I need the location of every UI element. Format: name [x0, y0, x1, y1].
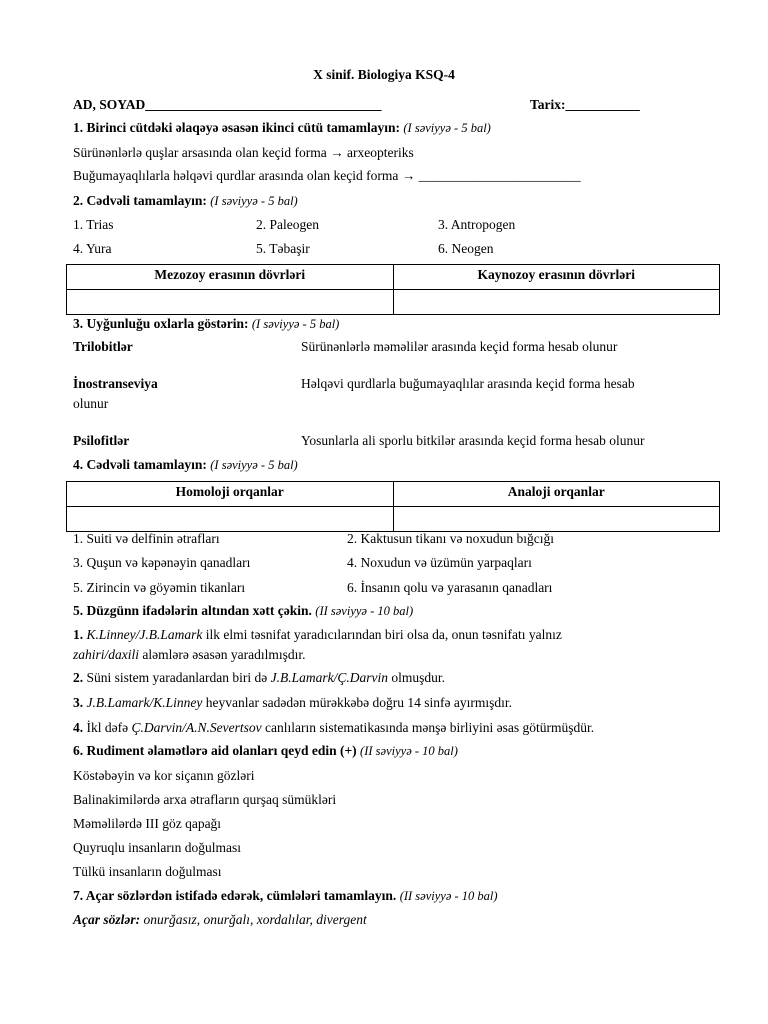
q5-s3-choice[interactable]: J.B.Lamark/K.Linney	[86, 695, 203, 710]
q2-item: 6. Neogen	[438, 241, 494, 256]
q4-table-answer-cell[interactable]	[67, 507, 394, 532]
q2-table-header-kaynozoy: Kaynozoy erasının dövrləri	[393, 265, 720, 290]
q2-level: (I səviyyə - 5 bal)	[210, 194, 298, 208]
q5-statement-4	[73, 720, 594, 736]
q2-table-header-mezozoy: Mezozoy erasının dövrləri	[67, 265, 394, 290]
q6-option[interactable]: Məməlilərdə III göz qapağı	[73, 816, 222, 831]
worksheet-title: X sinif. Biologiya KSQ-4	[313, 67, 455, 82]
q3-level: (I səviyyə - 5 bal)	[251, 317, 340, 331]
q6-option[interactable]: Köstəbəyin və kor siçanın gözləri	[73, 768, 255, 783]
q4-title: 4. Cədvəli tamamlayın:	[73, 457, 207, 472]
q5-s4-text: canlıların sistematikasında mənşə birliyini əsas götürmüşdür.	[264, 720, 595, 735]
q5-s3-text: heyvanlar sadədən mürəkkəbə doğru 14 sinfə ayırmışdır.	[205, 695, 513, 710]
q5-s3-number: 3.	[73, 695, 84, 710]
q5-s1-choice[interactable]: K.Linney/J.B.Lamark	[86, 627, 203, 642]
q5-title: 5. Düzgünn ifadələrin altından xətt çəkin.	[73, 603, 312, 618]
q6-option[interactable]: Balinakimilərdə arxa ətrafların qurşaq sümükləri	[73, 792, 337, 807]
q3-right-item-continued: olunur	[73, 396, 109, 411]
q5-s2-choice[interactable]: J.B.Lamark/Ç.Darvin	[270, 670, 388, 685]
q5-heading	[73, 603, 413, 619]
q1-level: (I səviyyə - 5 bal)	[403, 121, 491, 135]
q1-line2-left: Buğumayaqlılarla həlqəvi qurdlar arasında olan keçid forma	[73, 168, 399, 183]
q4-item: 3. Quşun və kəpənəyin qanadları	[73, 555, 251, 570]
date-field[interactable]: Tarix:___________	[530, 97, 640, 112]
q5-s2-text-b: olmuşdur.	[391, 670, 445, 685]
q7-keywords-list: onurğasız, onurğalı, xordalılar, divergent	[143, 912, 367, 927]
q1-title: 1. Birinci cütdəki əlaqəyə əsasən ikinci cütü tamamlayın:	[73, 120, 400, 135]
q4-table-answer-cell[interactable]	[393, 507, 720, 532]
q4-item: 1. Suiti və delfinin ətrafları	[73, 531, 220, 546]
q6-title: 6. Rudiment əlamətlərə aid olanları qeyd edin (+)	[73, 743, 357, 758]
q4-level: (I səviyyə - 5 bal)	[210, 458, 298, 472]
q3-right-item[interactable]: Yosunlarla ali sporlu bitkilər arasında keçid forma hesab olunur	[301, 433, 645, 448]
q5-s1b-text: aləmlərə əsasən yaradılmışdır.	[142, 647, 306, 662]
q7-keywords-label: Açar sözlər:	[73, 912, 141, 927]
q5-s4-number: 4.	[73, 720, 84, 735]
q7-keywords	[73, 912, 367, 928]
q5-s2-number: 2.	[73, 670, 84, 685]
q5-s4-text-a: İkl dəfə	[86, 720, 129, 735]
q3-right-item[interactable]: Həlqəvi qurdlarla buğumayaqlılar arasında keçid forma hesab	[301, 376, 635, 391]
q4-table-header-homoloji: Homoloji orqanlar	[67, 482, 394, 507]
q2-title: 2. Cədvəli tamamlayın:	[73, 193, 207, 208]
q2-item: 4. Yura	[73, 241, 112, 256]
q1-line-2	[73, 168, 581, 184]
q4-table	[66, 481, 720, 532]
q6-level: (II səviyyə - 10 bal)	[360, 744, 458, 758]
q1-line-1	[73, 145, 414, 161]
q3-left-item[interactable]: İnostranseviya	[73, 376, 158, 391]
q7-level: (II səviyyə - 10 bal)	[399, 889, 498, 903]
q2-table-answer-cell[interactable]	[393, 290, 720, 315]
q5-s1-text: ilk elmi təsnifat yaradıcılarından biri olsa da, onun təsnifatı yalnız	[205, 627, 562, 642]
q3-left-item[interactable]: Trilobitlər	[73, 339, 133, 354]
q2-item: 5. Təbaşir	[256, 241, 310, 256]
q1-heading	[73, 120, 491, 136]
q5-s1-number: 1.	[73, 627, 84, 642]
q7-heading	[73, 888, 498, 904]
name-field[interactable]: AD, SOYAD___________________________________	[73, 97, 382, 112]
q5-level: (II səviyyə - 10 bal)	[315, 604, 414, 618]
q2-item: 2. Paleogen	[256, 217, 319, 232]
q5-statement-2	[73, 670, 445, 686]
q1-answer-blank[interactable]: ________________________	[418, 168, 581, 183]
q3-heading	[73, 316, 339, 332]
q6-heading	[73, 743, 458, 759]
q6-option[interactable]: Tülkü insanların doğulması	[73, 864, 222, 879]
q2-table	[66, 264, 720, 315]
q3-right-item[interactable]: Sürünənlərlə məməlilər arasında keçid forma hesab olunur	[301, 339, 618, 354]
q6-option[interactable]: Quyruqlu insanların doğulması	[73, 840, 241, 855]
q4-heading	[73, 457, 298, 473]
q2-item: 3. Antropogen	[438, 217, 516, 232]
q5-statement-3	[73, 695, 512, 711]
q4-item: 2. Kaktusun tikanı və noxudun bığcığı	[347, 531, 554, 546]
q4-item: 6. İnsanın qolu və yarasanın qanadları	[347, 580, 553, 595]
q4-table-header-analoji: Analoji orqanlar	[393, 482, 720, 507]
q2-item: 1. Trias	[73, 217, 114, 232]
q5-s4-choice[interactable]: Ç.Darvin/A.N.Severtsov	[131, 720, 262, 735]
arrow-right-icon: →	[330, 145, 344, 160]
arrow-right-icon: →	[401, 168, 416, 183]
q7-title: 7. Açar sözlərdən istifadə edərək, cümlələri tamamlayın.	[73, 888, 397, 903]
q5-statement-1-continued	[73, 647, 305, 663]
q4-item: 5. Zirincin və göyəmin tikanları	[73, 580, 246, 595]
q5-statement-1	[73, 627, 562, 643]
q1-line1-left: Sürünənlərlə quşlar arsasında olan keçid forma	[73, 145, 327, 160]
q1-line1-right: arxeopteriks	[347, 145, 414, 160]
q2-table-answer-cell[interactable]	[67, 290, 394, 315]
q5-s1b-choice[interactable]: zahiri/daxili	[73, 647, 140, 662]
q3-left-item[interactable]: Psilofitlər	[73, 433, 130, 448]
q4-item: 4. Noxudun və üzümün yarpaqları	[347, 555, 532, 570]
q5-s2-text-a: Süni sistem yaradanlardan biri də	[86, 670, 268, 685]
q2-heading	[73, 193, 298, 209]
q3-title: 3. Uyğunluğu oxlarla göstərin:	[73, 316, 249, 331]
